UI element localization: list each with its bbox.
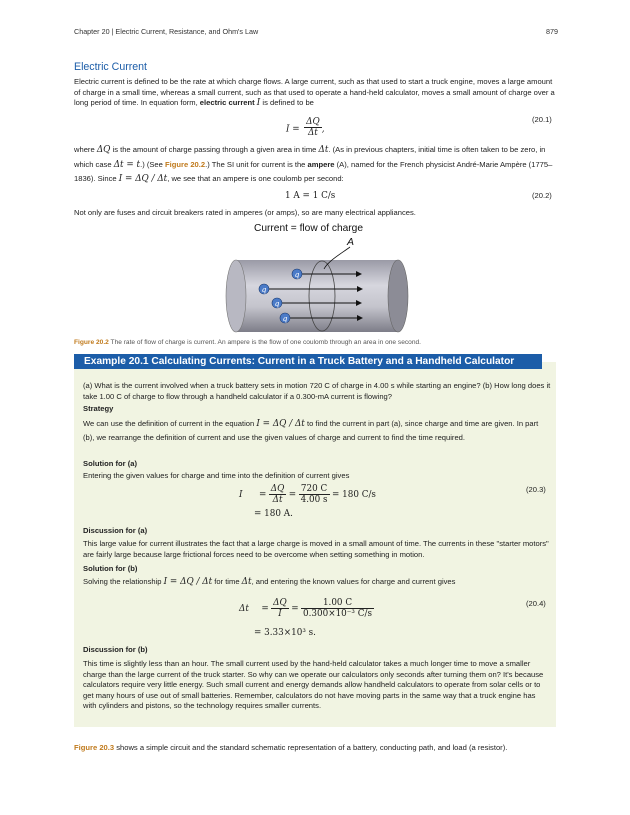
definition-paragraph: where ΔQ is the amount of charge passing through a given area in time Δt. (As in previous chapters, initial time is often taken to be zero, in which case Δt = t.) (See Figure 20.2.) The SI unit for current is the ampere (A), named for the French physicist André-Marie Ampère (1775–1836). Since I = ΔQ / Δt, we see that an ampere is one coulomb per second: bbox=[74, 145, 553, 184]
svg-text:q: q bbox=[294, 269, 300, 279]
discussion-b-heading: Discussion for (b) bbox=[83, 645, 148, 654]
charge-q-4 bbox=[280, 313, 290, 323]
figure-caption: Figure 20.2 The rate of flow of charge is current. An ampere is the flow of one coulomb through an area in one second. bbox=[74, 339, 421, 346]
equation-20-1: I = $\frac{\Delta Q}{\Delta t}$ , bbox=[286, 117, 325, 138]
discussion-b-text: This time is slightly less than an hour. The small current used by the hand-held calculator takes a much longer time to move a smaller charge than the large current of the truck starter. So why can we operate our calculators only seconds after turning them on? It's because calculators require very little energy. Such small current and energy demands allow handheld calculators to operate from solar cells or to get many hours of use out of small batteries. Remember, calculators do not have moving parts in the same way that a truck engine has with cylinders and pistons, so the technology requires smaller currents. bbox=[83, 659, 544, 711]
discussion-a-heading: Discussion for (a) bbox=[83, 526, 148, 535]
equation-number-20-1: (20.1) bbox=[532, 115, 552, 124]
example-title: Example 20.1 Calculating Currents: Current in a Truck Battery and a Handheld Calculator bbox=[74, 354, 542, 369]
area-label: A bbox=[347, 236, 355, 248]
svg-text:q: q bbox=[274, 298, 280, 308]
example-question: (a) What is the current involved when a truck battery sets in motion 720 C of charge in 4.00 s while starting an engine? (b) How long does it take 1.00 C of charge to flow through a handheld calculator if a 0.300-mA current is flowing? bbox=[83, 381, 551, 401]
svg-text:q: q bbox=[282, 313, 288, 323]
solution-a-text: Entering the given values for charge and time into the definition of current gives bbox=[83, 471, 350, 480]
charge-q-1 bbox=[292, 269, 302, 279]
figure-20-3-paragraph: Figure 20.3 shows a simple circuit and the standard schematic representation of a battery, conducting path, and load (a resistor). bbox=[74, 743, 508, 752]
equation-20-3-result: = 180 A. bbox=[254, 509, 293, 519]
figure-20-3-link[interactable]: Figure 20.3 bbox=[74, 743, 115, 752]
figure-title: Current = flow of charge bbox=[254, 223, 364, 234]
solution-a-heading: Solution for (a) bbox=[83, 459, 137, 468]
fuses-paragraph: Not only are fuses and circuit breakers rated in amperes (or amps), so are many electrical appliances. bbox=[74, 208, 416, 217]
equation-number-20-2: (20.2) bbox=[532, 191, 552, 200]
chapter-title: Chapter 20 | Electric Current, Resistance, and Ohm's Law bbox=[74, 27, 259, 36]
section-title: Electric Current bbox=[74, 61, 147, 73]
wire-end-right bbox=[388, 260, 408, 332]
page-number: 879 bbox=[546, 27, 558, 36]
solution-b-text: Solving the relationship I = ΔQ / Δt for time Δt, and entering the known values for charge and current gives bbox=[83, 577, 456, 587]
strategy-text: We can use the definition of current in the equation I = ΔQ / Δt to find the current in part (a), since charge and time are given. In part (b), we rearrange the definition of current and use the given values of charge and current to find the time required. bbox=[83, 419, 539, 443]
equation-20-4-result: = 3.33×10³ s. bbox=[254, 628, 316, 638]
equation-20-4: Δt = $\frac{\Delta Q}{I}$ = $\frac{1.00 C}{\text{0.300×10⁻³ C/s}}$ bbox=[239, 598, 372, 619]
figure-20-2-link[interactable]: Figure 20.2 bbox=[165, 159, 206, 169]
equation-20-2: 1 A = 1 C/s bbox=[285, 191, 336, 201]
page-header bbox=[74, 27, 558, 36]
wire-cylinder bbox=[236, 260, 398, 332]
wire-end-left bbox=[226, 260, 246, 332]
equation-20-3: I = $\frac{\Delta Q}{\Delta t}$ = $\frac{720 C}{4.00 s}$ = 180 C/s bbox=[239, 484, 376, 505]
equation-number-20-3: (20.3) bbox=[526, 485, 546, 494]
solution-b-heading: Solution for (b) bbox=[83, 564, 138, 573]
svg-text:q: q bbox=[261, 284, 267, 294]
discussion-a-text: This large value for current illustrates the fact that a large charge is moved in a small amount of time. The currents in these "starter motors" are fairly large because large frictional forces need to be overcome when setting something in motion. bbox=[83, 539, 549, 559]
strategy-heading: Strategy bbox=[83, 404, 114, 413]
charge-q-3 bbox=[272, 298, 282, 308]
charge-q-2 bbox=[259, 284, 269, 294]
equation-number-20-4: (20.4) bbox=[526, 599, 546, 608]
current-flow-diagram bbox=[224, 245, 414, 337]
intro-paragraph: Electric current is defined to be the rate at which charge flows. A large current, such as that used to start a truck engine, moves a large amount of charge in a small time, whereas a small current, such as that used to operate a hand-held calculator, moves a small amount of charge over a long period of time. In equation form, electric current I is defined to be bbox=[74, 77, 555, 109]
